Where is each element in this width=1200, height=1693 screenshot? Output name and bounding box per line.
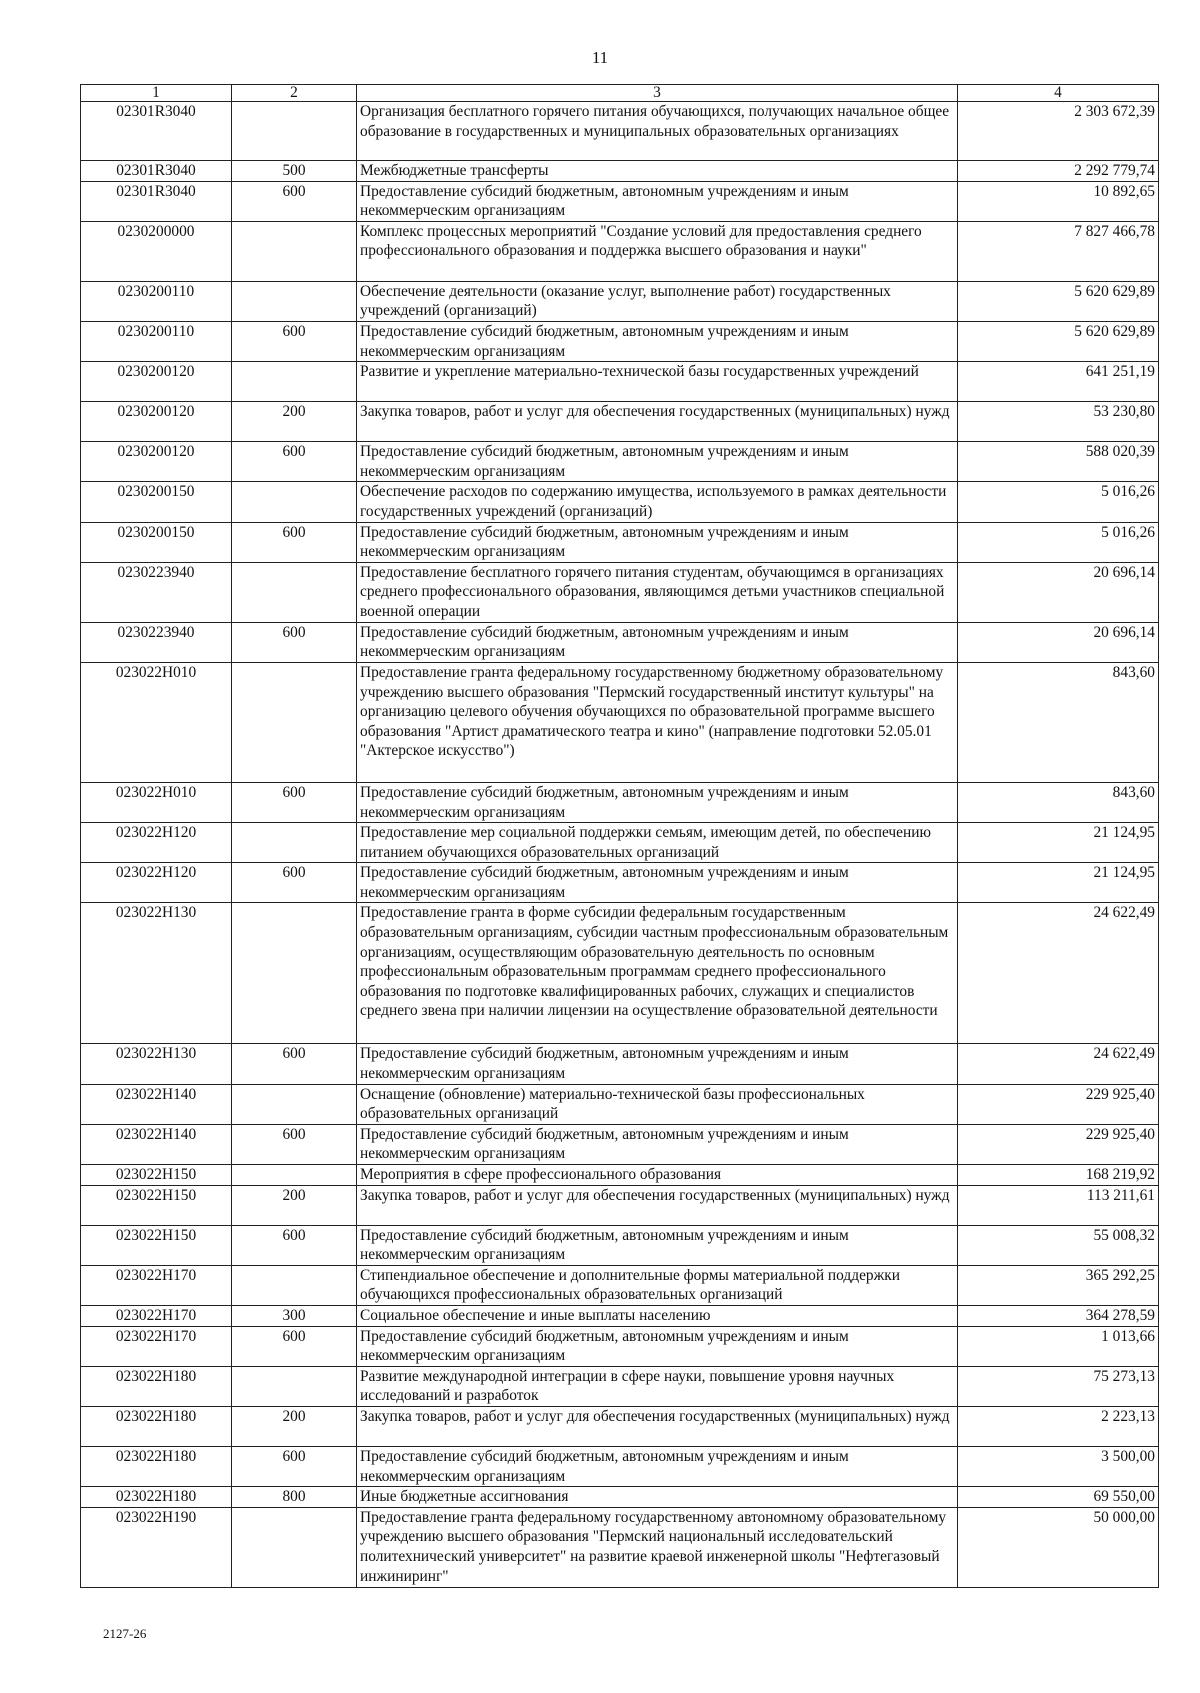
row-code-cell: 02301R3040 bbox=[81, 102, 232, 161]
row-name-cell: Предоставление субсидий бюджетным, автономным учреждениям и иным некоммерческим организациям bbox=[357, 863, 958, 903]
row-name-cell: Предоставление гранта в форме субсидии федеральным государственным образовательным организациям, субсидии частным профессиональным образовательным организациям, осуществляющим образовательную деятельность по основным профессиональным образовательным программам среднего профессионального образования по подготовке квалифицированных рабочих, служащих и специалистов среднего звена при наличии лицензии на осуществление образовательной деятельности bbox=[357, 903, 958, 1044]
row-type-cell bbox=[232, 1084, 357, 1124]
row-code-cell: 0230223940 bbox=[81, 562, 232, 622]
row-type-cell: 600 bbox=[232, 863, 357, 903]
row-type-cell: 600 bbox=[232, 1326, 357, 1366]
row-amount-cell: 168 219,92 bbox=[958, 1165, 1159, 1186]
row-name-cell: Предоставление субсидий бюджетным, автономным учреждениям и иным некоммерческим организациям bbox=[357, 442, 958, 482]
row-type-cell: 300 bbox=[232, 1306, 357, 1327]
table-row bbox=[81, 1165, 1159, 1186]
row-name-cell: Закупка товаров, работ и услуг для обеспечения государственных (муниципальных) нужд bbox=[357, 1406, 958, 1446]
row-type-cell: 200 bbox=[232, 402, 357, 442]
row-code-cell: 023022Н150 bbox=[81, 1185, 232, 1225]
row-type-cell: 800 bbox=[232, 1487, 357, 1508]
table-row bbox=[81, 362, 1159, 402]
row-code-cell: 0230200120 bbox=[81, 362, 232, 402]
row-type-cell bbox=[232, 823, 357, 863]
row-amount-cell: 5 620 629,89 bbox=[958, 281, 1159, 321]
row-code-cell: 023022Н140 bbox=[81, 1124, 232, 1164]
table-row bbox=[81, 903, 1159, 1044]
row-amount-cell: 10 892,65 bbox=[958, 181, 1159, 221]
table-row bbox=[81, 1507, 1159, 1587]
row-name-cell: Развитие и укрепление материально-технической базы государственных учреждений bbox=[357, 362, 958, 402]
row-name-cell: Предоставление бесплатного горячего питания студентам, обучающимся в организациях среднего профессионального образования, являющимся детьми участников специальной военной операции bbox=[357, 562, 958, 622]
row-code-cell: 0230200150 bbox=[81, 522, 232, 562]
row-amount-cell: 843,60 bbox=[958, 782, 1159, 822]
row-code-cell: 0230223940 bbox=[81, 622, 232, 662]
row-type-cell bbox=[232, 903, 357, 1044]
table-row bbox=[81, 402, 1159, 442]
row-name-cell: Предоставление гранта федеральному государственному автономному образовательному учреждению высшего образования "Пермский национальный исследовательский политехнический университет" на развитие краевой инженерной школы "Нефтегазовый инжиниринг" bbox=[357, 1507, 958, 1587]
row-type-cell bbox=[232, 482, 357, 522]
row-amount-cell: 5 016,26 bbox=[958, 482, 1159, 522]
row-name-cell: Обеспечение деятельности (оказание услуг, выполнение работ) государственных учреждений (организаций) bbox=[357, 281, 958, 321]
row-amount-cell: 1 013,66 bbox=[958, 1326, 1159, 1366]
row-code-cell: 023022Н180 bbox=[81, 1406, 232, 1446]
row-type-cell bbox=[232, 221, 357, 281]
row-type-cell bbox=[232, 362, 357, 402]
row-amount-cell: 3 500,00 bbox=[958, 1446, 1159, 1486]
row-amount-cell: 20 696,14 bbox=[958, 562, 1159, 622]
row-type-cell: 600 bbox=[232, 1446, 357, 1486]
row-code-cell: 023022Н150 bbox=[81, 1225, 232, 1265]
table-row bbox=[81, 1487, 1159, 1508]
row-type-cell bbox=[232, 1165, 357, 1186]
table-row bbox=[81, 181, 1159, 221]
table-row bbox=[81, 1406, 1159, 1446]
header-col-3: 3 bbox=[357, 85, 958, 102]
row-code-cell: 023022Н140 bbox=[81, 1084, 232, 1124]
row-code-cell: 0230200000 bbox=[81, 221, 232, 281]
row-name-cell: Предоставление субсидий бюджетным, автономным учреждениям и иным некоммерческим организациям bbox=[357, 782, 958, 822]
row-code-cell: 023022Н010 bbox=[81, 662, 232, 782]
row-amount-cell: 21 124,95 bbox=[958, 823, 1159, 863]
table-row bbox=[81, 782, 1159, 822]
table-row bbox=[81, 823, 1159, 863]
row-type-cell: 600 bbox=[232, 1044, 357, 1084]
table-row bbox=[81, 221, 1159, 281]
table-row bbox=[81, 102, 1159, 161]
row-type-cell: 600 bbox=[232, 782, 357, 822]
table-row bbox=[81, 622, 1159, 662]
row-amount-cell: 2 223,13 bbox=[958, 1406, 1159, 1446]
row-amount-cell: 55 008,32 bbox=[958, 1225, 1159, 1265]
row-name-cell: Стипендиальное обеспечение и дополнительные формы материальной поддержки обучающихся профессиональных образовательных организаций bbox=[357, 1265, 958, 1305]
row-code-cell: 023022Н180 bbox=[81, 1446, 232, 1486]
row-type-cell: 600 bbox=[232, 181, 357, 221]
row-name-cell: Оснащение (обновление) материально-технической базы профессиональных образовательных организаций bbox=[357, 1084, 958, 1124]
row-name-cell: Межбюджетные трансферты bbox=[357, 161, 958, 182]
table-body bbox=[81, 102, 1159, 1588]
row-type-cell: 600 bbox=[232, 321, 357, 361]
table-header-row bbox=[81, 85, 1159, 102]
row-name-cell: Закупка товаров, работ и услуг для обеспечения государственных (муниципальных) нужд bbox=[357, 1185, 958, 1225]
document-code: 2127-26 bbox=[103, 1626, 147, 1641]
row-type-cell bbox=[232, 1507, 357, 1587]
row-name-cell: Предоставление субсидий бюджетным, автономным учреждениям и иным некоммерческим организациям bbox=[357, 1044, 958, 1084]
row-name-cell: Предоставление субсидий бюджетным, автономным учреждениям и иным некоммерческим организациям bbox=[357, 181, 958, 221]
row-amount-cell: 20 696,14 bbox=[958, 622, 1159, 662]
row-code-cell: 0230200110 bbox=[81, 281, 232, 321]
table-row bbox=[81, 281, 1159, 321]
row-type-cell bbox=[232, 102, 357, 161]
row-amount-cell: 229 925,40 bbox=[958, 1084, 1159, 1124]
table-row bbox=[81, 863, 1159, 903]
row-amount-cell: 53 230,80 bbox=[958, 402, 1159, 442]
table-row bbox=[81, 1265, 1159, 1305]
row-type-cell: 200 bbox=[232, 1185, 357, 1225]
row-name-cell: Предоставление субсидий бюджетным, автономным учреждениям и иным некоммерческим организациям bbox=[357, 522, 958, 562]
row-code-cell: 0230200120 bbox=[81, 402, 232, 442]
table-row bbox=[81, 321, 1159, 361]
row-name-cell: Развитие международной интеграции в сфере науки, повышение уровня научных исследований и разработок bbox=[357, 1366, 958, 1406]
row-amount-cell: 75 273,13 bbox=[958, 1366, 1159, 1406]
row-amount-cell: 365 292,25 bbox=[958, 1265, 1159, 1305]
row-name-cell: Предоставление субсидий бюджетным, автономным учреждениям и иным некоммерческим организациям bbox=[357, 1225, 958, 1265]
row-name-cell: Предоставление субсидий бюджетным, автономным учреждениям и иным некоммерческим организациям bbox=[357, 321, 958, 361]
row-amount-cell: 5 620 629,89 bbox=[958, 321, 1159, 361]
table-row bbox=[81, 442, 1159, 482]
row-name-cell: Организация бесплатного горячего питания обучающихся, получающих начальное общее образование в государственных и муниципальных образовательных организациях bbox=[357, 102, 958, 161]
row-code-cell: 023022Н120 bbox=[81, 823, 232, 863]
table-row bbox=[81, 1225, 1159, 1265]
row-amount-cell: 69 550,00 bbox=[958, 1487, 1159, 1508]
row-code-cell: 023022Н170 bbox=[81, 1306, 232, 1327]
header-col-4: 4 bbox=[958, 85, 1159, 102]
row-code-cell: 023022Н120 bbox=[81, 863, 232, 903]
row-amount-cell: 24 622,49 bbox=[958, 1044, 1159, 1084]
row-type-cell: 600 bbox=[232, 522, 357, 562]
table-row bbox=[81, 662, 1159, 782]
row-amount-cell: 50 000,00 bbox=[958, 1507, 1159, 1587]
budget-table bbox=[80, 84, 1159, 1588]
row-amount-cell: 113 211,61 bbox=[958, 1185, 1159, 1225]
row-type-cell: 600 bbox=[232, 1124, 357, 1164]
row-type-cell bbox=[232, 562, 357, 622]
table-row bbox=[81, 1306, 1159, 1327]
row-code-cell: 023022Н130 bbox=[81, 1044, 232, 1084]
row-amount-cell: 588 020,39 bbox=[958, 442, 1159, 482]
row-amount-cell: 5 016,26 bbox=[958, 522, 1159, 562]
row-type-cell: 600 bbox=[232, 442, 357, 482]
row-name-cell: Социальное обеспечение и иные выплаты населению bbox=[357, 1306, 958, 1327]
row-amount-cell: 229 925,40 bbox=[958, 1124, 1159, 1164]
row-code-cell: 0230200120 bbox=[81, 442, 232, 482]
table-row bbox=[81, 1326, 1159, 1366]
row-type-cell: 600 bbox=[232, 622, 357, 662]
table-row bbox=[81, 562, 1159, 622]
row-type-cell: 500 bbox=[232, 161, 357, 182]
row-name-cell: Предоставление субсидий бюджетным, автономным учреждениям и иным некоммерческим организациям bbox=[357, 1124, 958, 1164]
row-amount-cell: 843,60 bbox=[958, 662, 1159, 782]
row-code-cell: 023022Н170 bbox=[81, 1265, 232, 1305]
row-code-cell: 023022Н190 bbox=[81, 1507, 232, 1587]
row-amount-cell: 364 278,59 bbox=[958, 1306, 1159, 1327]
row-name-cell: Обеспечение расходов по содержанию имущества, используемого в рамках деятельности государственных учреждений (организаций) bbox=[357, 482, 958, 522]
table-row bbox=[81, 1446, 1159, 1486]
row-type-cell bbox=[232, 1265, 357, 1305]
row-code-cell: 023022Н180 bbox=[81, 1487, 232, 1508]
row-code-cell: 0230200150 bbox=[81, 482, 232, 522]
row-name-cell: Предоставление субсидий бюджетным, автономным учреждениям и иным некоммерческим организациям bbox=[357, 622, 958, 662]
row-code-cell: 02301R3040 bbox=[81, 181, 232, 221]
table-row bbox=[81, 1124, 1159, 1164]
row-name-cell: Иные бюджетные ассигнования bbox=[357, 1487, 958, 1508]
table-row bbox=[81, 1084, 1159, 1124]
row-amount-cell: 2 292 779,74 bbox=[958, 161, 1159, 182]
header-col-1: 1 bbox=[81, 85, 232, 102]
row-name-cell: Закупка товаров, работ и услуг для обеспечения государственных (муниципальных) нужд bbox=[357, 402, 958, 442]
row-amount-cell: 2 303 672,39 bbox=[958, 102, 1159, 161]
row-name-cell: Мероприятия в сфере профессионального образования bbox=[357, 1165, 958, 1186]
row-name-cell: Предоставление субсидий бюджетным, автономным учреждениям и иным некоммерческим организациям bbox=[357, 1446, 958, 1486]
table-row bbox=[81, 482, 1159, 522]
table-row bbox=[81, 1366, 1159, 1406]
row-type-cell: 200 bbox=[232, 1406, 357, 1446]
row-name-cell: Предоставление мер социальной поддержки семьям, имеющим детей, по обеспечению питанием обучающихся образовательных организаций bbox=[357, 823, 958, 863]
row-type-cell bbox=[232, 281, 357, 321]
row-name-cell: Предоставление гранта федеральному государственному бюджетному образовательному учреждению высшего образования "Пермский государственный институт культуры" на организацию целевого обучения обучающихся по образовательной программе высшего образования "Артист драматического театра и кино" (направление подготовки 52.05.01 "Актерское искусство") bbox=[357, 662, 958, 782]
row-name-cell: Комплекс процессных мероприятий "Создание условий для предоставления среднего профессионального образования и поддержка высшего образования и науки" bbox=[357, 221, 958, 281]
row-name-cell: Предоставление субсидий бюджетным, автономным учреждениям и иным некоммерческим организациям bbox=[357, 1326, 958, 1366]
table-row bbox=[81, 1185, 1159, 1225]
page-number: 11 bbox=[591, 48, 609, 67]
row-code-cell: 023022Н130 bbox=[81, 903, 232, 1044]
row-amount-cell: 7 827 466,78 bbox=[958, 221, 1159, 281]
row-type-cell bbox=[232, 662, 357, 782]
row-type-cell bbox=[232, 1366, 357, 1406]
table-row bbox=[81, 1044, 1159, 1084]
table-row bbox=[81, 522, 1159, 562]
row-code-cell: 023022Н170 bbox=[81, 1326, 232, 1366]
row-type-cell: 600 bbox=[232, 1225, 357, 1265]
row-code-cell: 023022Н150 bbox=[81, 1165, 232, 1186]
row-code-cell: 023022Н010 bbox=[81, 782, 232, 822]
row-amount-cell: 641 251,19 bbox=[958, 362, 1159, 402]
table-row bbox=[81, 161, 1159, 182]
row-amount-cell: 24 622,49 bbox=[958, 903, 1159, 1044]
header-col-2: 2 bbox=[232, 85, 357, 102]
row-amount-cell: 21 124,95 bbox=[958, 863, 1159, 903]
row-code-cell: 0230200110 bbox=[81, 321, 232, 361]
row-code-cell: 02301R3040 bbox=[81, 161, 232, 182]
row-code-cell: 023022Н180 bbox=[81, 1366, 232, 1406]
